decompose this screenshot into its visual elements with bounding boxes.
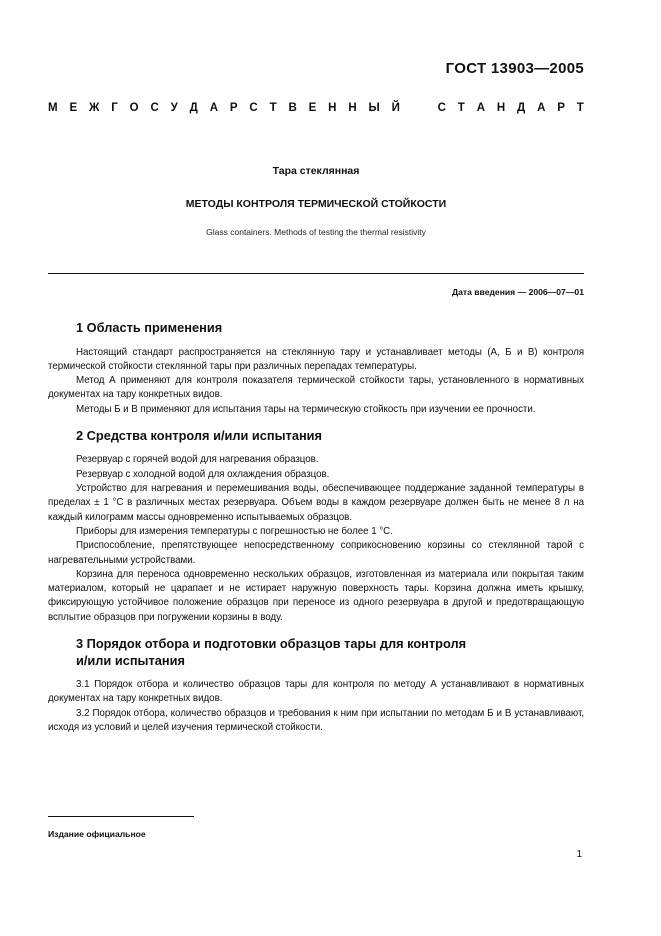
paragraph: Устройство для нагревания и перемешивания воды, обеспечивающее поддержание заданной температуры в пределах ± 1 °С в различных местах резервуара. Объем воды в каждом резервуаре должен быть не менее 8 л на каждый килограмм массы одновременно испытываемых образцов.	[48, 483, 584, 523]
banner-letter: С	[249, 102, 258, 114]
banner-letter: С	[437, 102, 446, 114]
banner-letter: Р	[229, 102, 238, 114]
banner-letter: О	[129, 102, 139, 114]
document-title: Тара стеклянная	[272, 165, 360, 177]
paragraph: Корзина для переноса одновременно нескольких образцов, изготовленная из материала или покрытая таким материалом, который не царапает и не истирает наружную поверхность тары. Корзина должна иметь крышку, фиксирующую устойчивое положение образцов при переносе из одного резервуара в другой и предотвращающую всплытие образцов при погружении корзины в воду.	[48, 568, 584, 623]
paragraph: Резервуар с горячей водой для нагревания образцов.	[76, 454, 319, 466]
edition-label: Издание официальное	[48, 829, 146, 839]
banner-letter: В	[288, 102, 297, 114]
interstate-standard-banner	[48, 102, 584, 114]
introduction-date: Дата введения — 2006—07—01	[451, 287, 584, 297]
banner-letter: Е	[308, 102, 317, 114]
footer-divider	[48, 816, 194, 817]
banner-letter: Н	[348, 102, 357, 114]
section-heading-line: и/или испытания	[76, 652, 185, 668]
section-2	[48, 428, 584, 625]
banner-letter: Н	[496, 102, 506, 114]
section-heading: 1 Область применения	[76, 320, 223, 335]
banner-letter: А	[209, 102, 219, 114]
banner-letter: Т	[576, 102, 584, 114]
paragraph: Резервуар с холодной водой для охлаждения образцов.	[76, 468, 330, 480]
paragraph: Приборы для измерения температуры с погрешностью не более 1 °С.	[76, 525, 393, 537]
banner-letter: А	[476, 102, 485, 114]
banner-letter: М	[48, 102, 58, 114]
banner-letter: Н	[328, 102, 337, 114]
document-body	[48, 320, 584, 746]
banner-word-gap	[412, 102, 426, 114]
banner-letter: Т	[269, 102, 277, 114]
banner-letter: У	[170, 102, 178, 114]
banner-letter: Ж	[88, 102, 100, 114]
section-heading: 2 Средства контроля и/или испытания	[76, 427, 323, 443]
paragraph: Настоящий стандарт распространяется на стеклянную тару и устанавливает методы (А, Б и В) контроля термической стойкости стеклянной тары при различных перепадах температуры.	[48, 346, 584, 372]
english-title: Glass containers. Methods of testing the thermal resistivity	[206, 227, 426, 237]
section-1	[48, 320, 584, 417]
banner-letter: Р	[557, 102, 565, 114]
banner-letter: Е	[69, 102, 78, 114]
paragraph: Метод А применяют для контроля показателя термической стойкости тары, установленного в нормативных документах на тару конкретных видов.	[48, 375, 584, 401]
standard-number: ГОСТ 13903—2005	[445, 60, 584, 77]
page-number: 1	[576, 849, 582, 860]
paragraph: 3.2 Порядок отбора, количество образцов и требования к ним при испытании по методам Б и В устанавливают, исходя из условий и целей изучения термической стойкости.	[48, 707, 584, 733]
banner-letter: С	[150, 102, 159, 114]
document-subtitle: МЕТОДЫ КОНТРОЛЯ ТЕРМИЧЕСКОЙ СТОЙКОСТИ	[185, 198, 447, 210]
title-divider	[48, 273, 584, 274]
banner-letter: Ы	[368, 102, 380, 114]
banner-letter: Й	[391, 102, 400, 114]
banner-letter: Т	[457, 102, 465, 114]
banner-letter: Д	[189, 102, 198, 114]
banner-letter: А	[537, 102, 546, 114]
paragraph: 3.1 Порядок отбора и количество образцов тары для контроля по методу А устанавливают в нормативных документах на тару конкретных видов.	[48, 679, 584, 705]
section-heading	[48, 636, 584, 669]
title-block	[48, 165, 584, 237]
section-3	[48, 636, 584, 735]
paragraph: Приспособление, препятствующее непосредственному соприкосновению корзины со стеклянной тарой с нагревательными устройствами.	[48, 540, 584, 566]
banner-letter: Г	[111, 102, 118, 114]
paragraph: Методы Б и В применяют для испытания тары на термическую стойкость при изучении ее прочности.	[76, 403, 536, 415]
banner-letter: Д	[517, 102, 526, 114]
section-heading-line: 3 Порядок отбора и подготовки образцов тары для контроля	[76, 636, 467, 652]
